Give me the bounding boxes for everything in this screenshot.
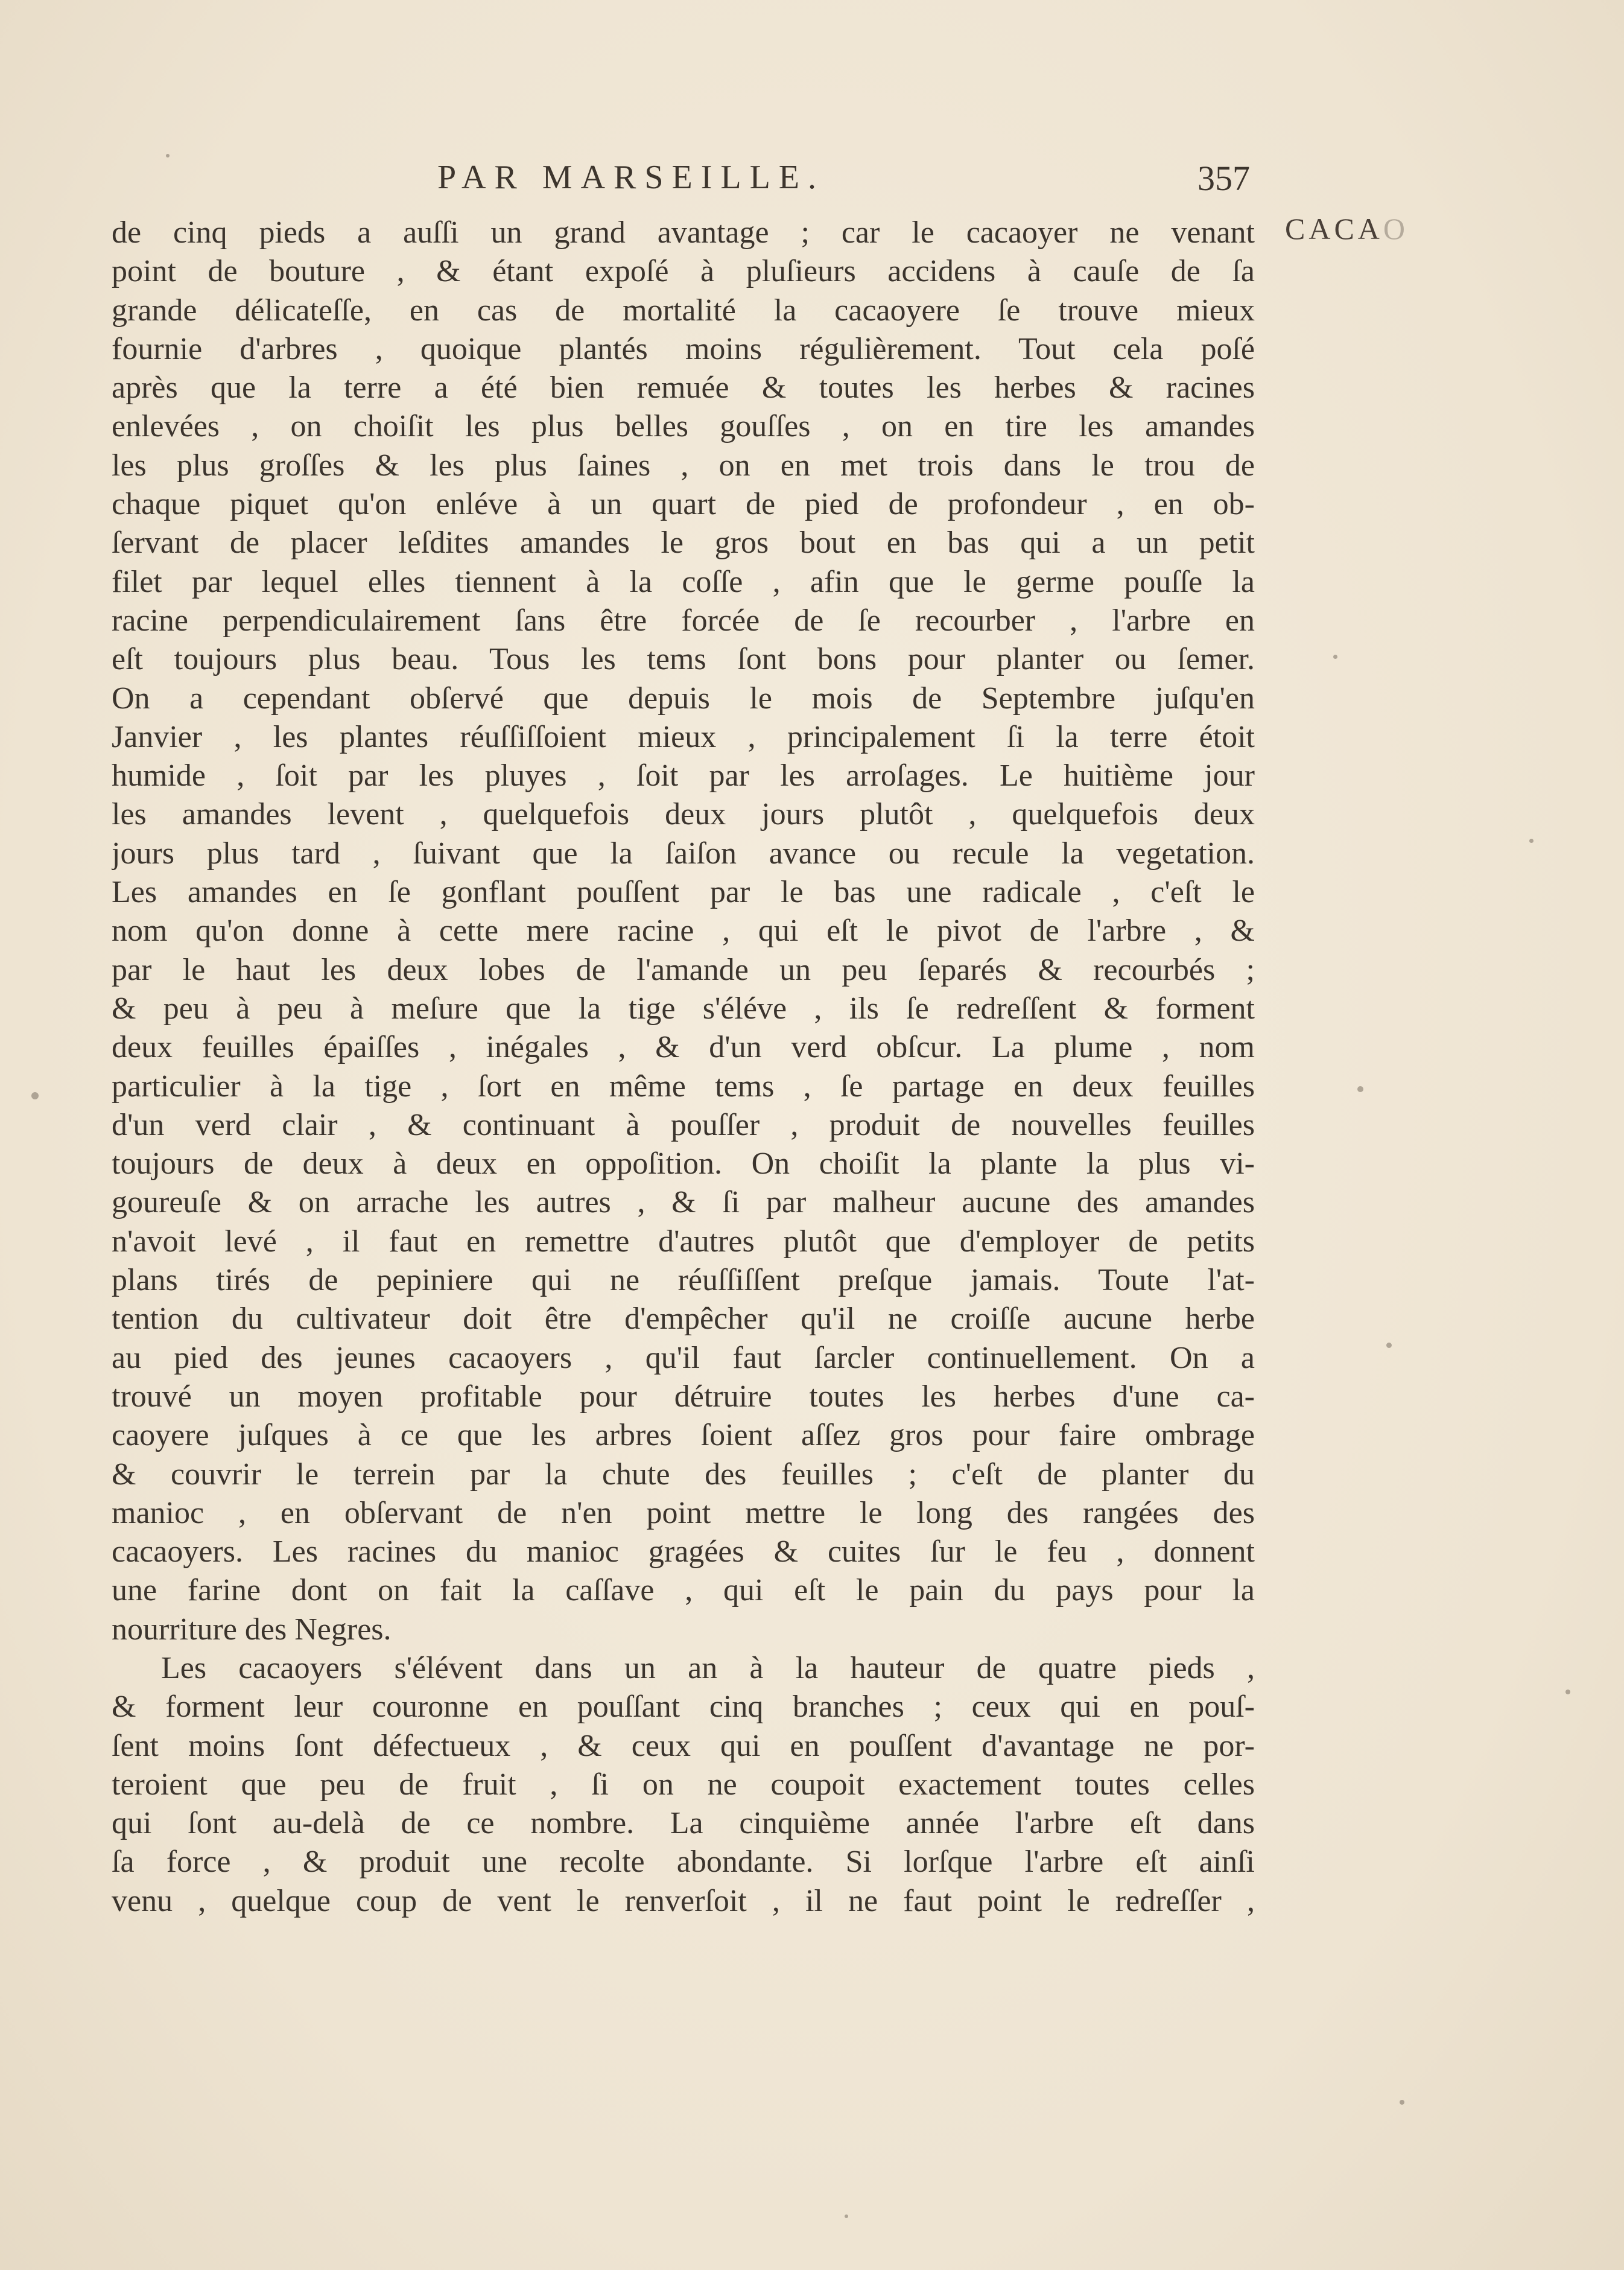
text-line: Les cacaoyers s'élévent dans un an à la hauteur de quatre pieds , [161, 1650, 1255, 1685]
paper-speck [31, 1092, 39, 1099]
text-line: ſent moins ſont défectueux , & ceux qui en pouſſent d'avantage ne por- [112, 1728, 1255, 1763]
text-line: enlevées , on choiſit les plus belles gouſſes , on en tire les amandes [112, 409, 1255, 444]
text-line: par le haut les deux lobes de l'amande un peu ſeparés & recourbés ; [112, 952, 1255, 987]
text-line: une farine dont on fait la caſſave , qui eſt le pain du pays pour la [112, 1573, 1255, 1608]
text-line: venu , quelque coup de vent le renverſoit , il ne faut point le redreſſer , [112, 1883, 1255, 1918]
text-line: particulier à la tige , ſort en même tems , ſe partage en deux feuilles [112, 1069, 1255, 1104]
text-line: ſa force , & produit une recolte abondante. Si lorſque l'arbre eſt ainſi [112, 1845, 1255, 1880]
text-line: nom qu'on donne à cette mere racine , qui eſt le pivot de l'arbre , & [112, 914, 1255, 949]
text-line: goureuſe & on arrache les autres , & ſi par malheur aucune des amandes [112, 1185, 1255, 1220]
page-number: 357 [1197, 159, 1250, 198]
text-line: grande délicateſſe, en cas de mortalité la cacaoyere ſe trouve mieux [112, 293, 1255, 328]
text-line: chaque piquet qu'on enléve à un quart de pied de profondeur , en ob- [112, 487, 1255, 522]
margin-note [1285, 211, 1409, 246]
text-line: au pied des jeunes cacaoyers , qu'il faut ſarcler continuellement. On a [112, 1340, 1255, 1375]
text-line: d'un verd clair , & continuant à pouſſer , produit de nouvelles feuilles [112, 1107, 1255, 1142]
paper-speck [166, 154, 170, 157]
text-line: On a cependant obſervé que depuis le mois de Septembre juſqu'en [112, 681, 1255, 716]
paper-speck [1386, 1343, 1392, 1348]
text-line: ſervant de placer leſdites amandes le gros bout en bas qui a un petit [112, 526, 1255, 561]
paper-speck [1333, 655, 1337, 659]
paper-speck [1400, 2100, 1404, 2105]
text-line: manioc , en obſervant de n'en point mettre le long des rangées des [112, 1495, 1255, 1530]
text-line: caoyere juſques à ce que les arbres ſoient aſſez gros pour faire ombrage [112, 1418, 1255, 1453]
paper-speck [1357, 1086, 1363, 1092]
text-line: fournie d'arbres , quoique plantés moins régulièrement. Tout cela poſé [112, 331, 1255, 366]
text-line: qui ſont au-delà de ce nombre. La cinquième année l'arbre eſt dans [112, 1806, 1255, 1841]
text-line: & couvrir le terrein par la chute des feuilles ; c'eſt de planter du [112, 1457, 1255, 1492]
text-line: teroient que peu de fruit , ſi on ne coupoit exactement toutes celles [112, 1767, 1255, 1802]
page-header [112, 158, 1255, 200]
text-line: point de bouture , & étant expoſé à pluſieurs accidens à cauſe de ſa [112, 254, 1255, 289]
text-line: nourriture des Negres. [112, 1612, 392, 1647]
paper-speck [1565, 1690, 1570, 1694]
text-line: & forment leur couronne en pouſſant cinq branches ; ceux qui en pouſ- [112, 1690, 1255, 1725]
text-line: Les amandes en ſe gonflant pouſſent par le bas une radicale , c'eſt le [112, 875, 1255, 910]
text-line: humide , ſoit par les pluyes , ſoit par les arroſages. Le huitième jour [112, 758, 1255, 793]
text-line: & peu à peu à meſure que la tige s'éléve , ils ſe redreſſent & forment [112, 991, 1255, 1026]
text-line: plans tirés de pepiniere qui ne réuſſiſſent preſque jamais. Toute l'at- [112, 1263, 1255, 1298]
text-line: deux feuilles épaiſſes , inégales , & d'un verd obſcur. La plume , nom [112, 1030, 1255, 1065]
text-line: n'avoit levé , il faut en remettre d'autres plutôt que d'employer de petits [112, 1224, 1255, 1259]
margin-note-faded: O [1383, 212, 1409, 246]
text-line: racine perpendiculairement ſans être forcée de ſe recourber , l'arbre en [112, 603, 1255, 638]
text-line: les amandes levent , quelquefois deux jours plutôt , quelquefois deux [112, 797, 1255, 832]
text-line: filet par lequel elles tiennent à la coſſe , afin que le germe pouſſe la [112, 564, 1255, 599]
text-line: Janvier , les plantes réuſſiſſoient mieux , principalement ſi la terre étoit [112, 719, 1255, 754]
margin-note-visible: CACA [1285, 212, 1383, 246]
text-line: eſt toujours plus beau. Tous les tems ſont bons pour planter ou ſemer. [112, 642, 1255, 677]
paper-speck [1529, 839, 1534, 843]
text-line: tention du cultivateur doit être d'empêcher qu'il ne croiſſe aucune herbe [112, 1302, 1255, 1337]
text-line: les plus groſſes & les plus ſaines , on en met trois dans le trou de [112, 448, 1255, 483]
text-line: après que la terre a été bien remuée & toutes les herbes & racines [112, 370, 1255, 405]
text-line: de cinq pieds a auſſi un grand avantage ; car le cacaoyer ne venant [112, 215, 1255, 250]
paper-speck [845, 2214, 848, 2218]
running-title: PAR MARSEILLE. [437, 159, 825, 196]
text-line: cacaoyers. Les racines du manioc gragées & cuites ſur le feu , donnent [112, 1534, 1255, 1569]
body-text [112, 214, 1255, 1921]
text-line: toujours de deux à deux en oppoſition. On choiſit la plante la plus vi- [112, 1146, 1255, 1181]
text-line: jours plus tard , ſuivant que la ſaiſon avance ou recule la vegetation. [112, 836, 1255, 871]
text-line: trouvé un moyen profitable pour détruire toutes les herbes d'une ca- [112, 1379, 1255, 1414]
